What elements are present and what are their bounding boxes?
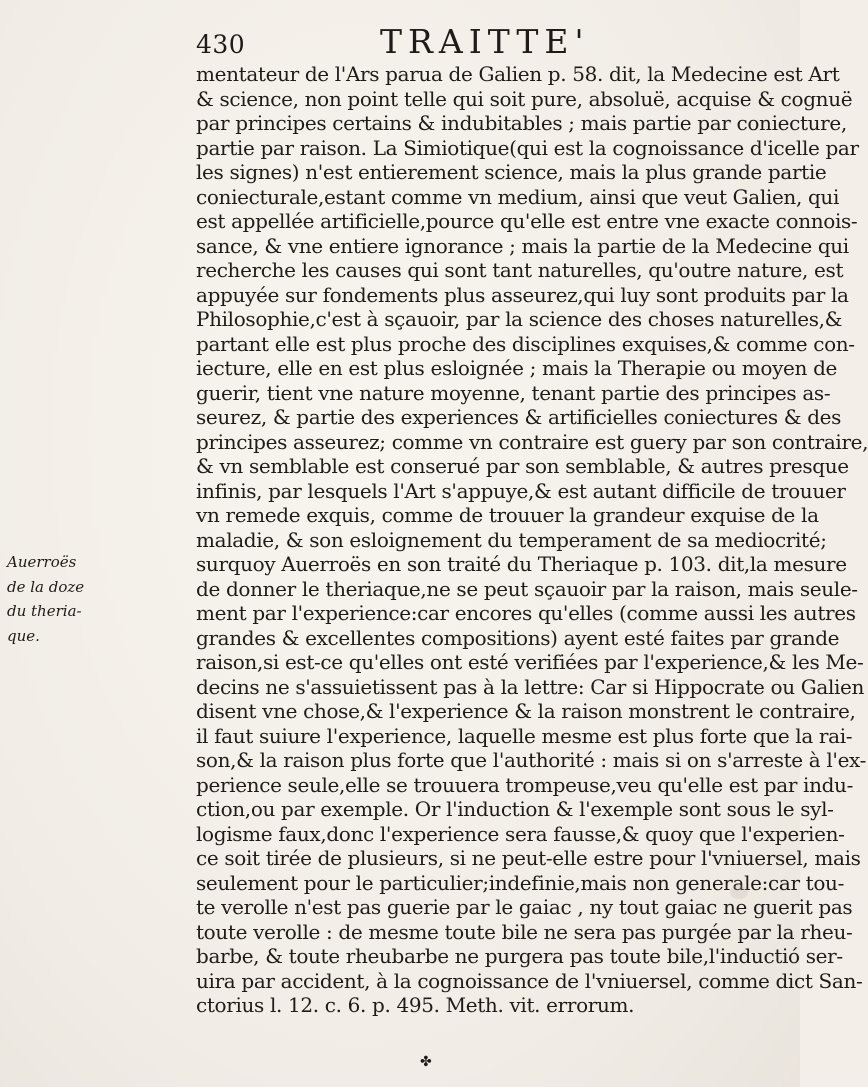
text-line: uira par accident, à la cognoissance de l'vniuersel, comme dict San- — [196, 968, 863, 993]
paper-stain — [730, 885, 748, 899]
text-line: raison,si est-ce qu'elles ont esté verifiées par l'experience,& les Me- — [196, 650, 864, 674]
text-line: mentateur de l'Ars parua de Galien p. 58. dit, la Medecine est Art — [196, 62, 840, 86]
text-line: son,& la raison plus forte que l'authorité : mais si on s'arreste à l'ex- — [196, 748, 867, 772]
margin-note-line: que. — [7, 626, 40, 645]
text-line: est appellée artificielle,pource qu'elle est entre vne exacte connois- — [196, 209, 858, 233]
text-line: & vn semblable est conserué par son semblable, & autres presque — [196, 454, 849, 478]
text-line: partie par raison. La Simiotique(qui est la cognoissance d'icelle par — [196, 135, 859, 160]
text-line: guerir, tient vne nature moyenne, tenant partie des principes as- — [196, 380, 831, 405]
text-line: surquoy Auerroës en son traité du Theriaque p. 103. dit,la mesure — [196, 552, 847, 576]
page-number: 430 — [196, 30, 246, 59]
margin-note-line: de la doze — [7, 577, 85, 596]
ornament-mark: ✤ — [420, 1054, 432, 1070]
text-line: disent vne chose,& l'experience & la raison monstrent le contraire, — [196, 699, 856, 723]
running-title: TRAITTE' — [380, 22, 590, 61]
text-line: & science, non point telle qui soit pure, absoluë, acquise & cognuë — [196, 86, 853, 111]
page-header — [196, 22, 756, 62]
text-line: appuyée sur fondements plus asseurez,qui luy sont produits par la — [196, 282, 849, 307]
text-line: vn remede exquis, comme de trouuer la grandeur exquise de la — [196, 503, 819, 527]
text-line: principes asseurez; comme vn contraire est guery par son contraire, — [196, 429, 868, 454]
text-line: perience seule,elle se trouuera trompeuse,veu qu'elle est par indu- — [196, 772, 853, 797]
text-line: partant elle est plus proche des disciplines exquises,& comme con- — [196, 331, 855, 356]
text-line: ment par l'experience:car encores qu'elles (comme aussi les autres — [196, 601, 856, 625]
text-line: maladie, & son esloignement du temperament de sa mediocrité; — [196, 527, 827, 552]
text-line: sance, & vne entiere ignorance ; mais la partie de la Medecine qui — [196, 233, 849, 258]
text-line: il faut suiure l'experience, laquelle mesme est plus forte que la rai- — [196, 723, 853, 748]
text-line: grandes & excellentes compositions) ayent esté faites par grande — [196, 625, 840, 650]
text-line: de donner le theriaque,ne se peut sçauoir par la raison, mais seule- — [196, 576, 858, 601]
text-line: les signes) n'est entierement science, mais la plus grande partie — [196, 160, 827, 184]
text-line: seulement pour le particulier;indefinie,mais non generale:car tou- — [196, 870, 844, 895]
text-line: iecture, elle en est plus esloignée ; mais la Therapie ou moyen de — [196, 356, 838, 380]
text-line: ctorius l. 12. c. 6. p. 495. Meth. vit. errorum. — [196, 993, 635, 1017]
text-line: logisme faux,donc l'experience sera fausse,& quoy que l'experien- — [196, 821, 845, 846]
text-line: recherche les causes qui sont tant naturelles, qu'outre nature, est — [196, 258, 844, 282]
text-line: barbe, & toute rheubarbe ne purgera pas toute bile,l'inductió ser- — [196, 944, 843, 968]
text-line: coniecturale,estant comme vn medium, ainsi que veut Galien, qui — [196, 184, 840, 209]
text-line: decins ne s'assuietissent pas à la lettre: Car si Hippocrate ou Galien — [196, 674, 865, 699]
body-text — [196, 62, 868, 1018]
margin-note-line: du theria- — [7, 602, 82, 620]
text-line: par principes certains & indubitables ; mais partie par coniecture, — [196, 111, 847, 135]
text-line: seurez, & partie des experiences & artificielles coniectures & des — [196, 405, 842, 429]
text-line: te verolle n'est pas guerie par le gaiac , ny tout gaiac ne guerit pas — [196, 895, 853, 919]
text-line: ction,ou par exemple. Or l'induction & l'exemple sont sous le syl- — [196, 797, 834, 821]
text-line: Philosophie,c'est à sçauoir, par la science des choses naturelles,& — [196, 307, 843, 331]
text-line: infinis, par lesquels l'Art s'appuye,& est autant difficile de trouuer — [196, 478, 846, 503]
margin-note — [7, 550, 85, 648]
text-line: toute verolle : de mesme toute bile ne sera pas purgée par la rheu- — [196, 919, 853, 944]
margin-note-line: Auerroës — [7, 553, 77, 571]
text-line: ce soit tirée de plusieurs, si ne peut-elle estre pour l'vniuersel, mais — [196, 846, 861, 870]
